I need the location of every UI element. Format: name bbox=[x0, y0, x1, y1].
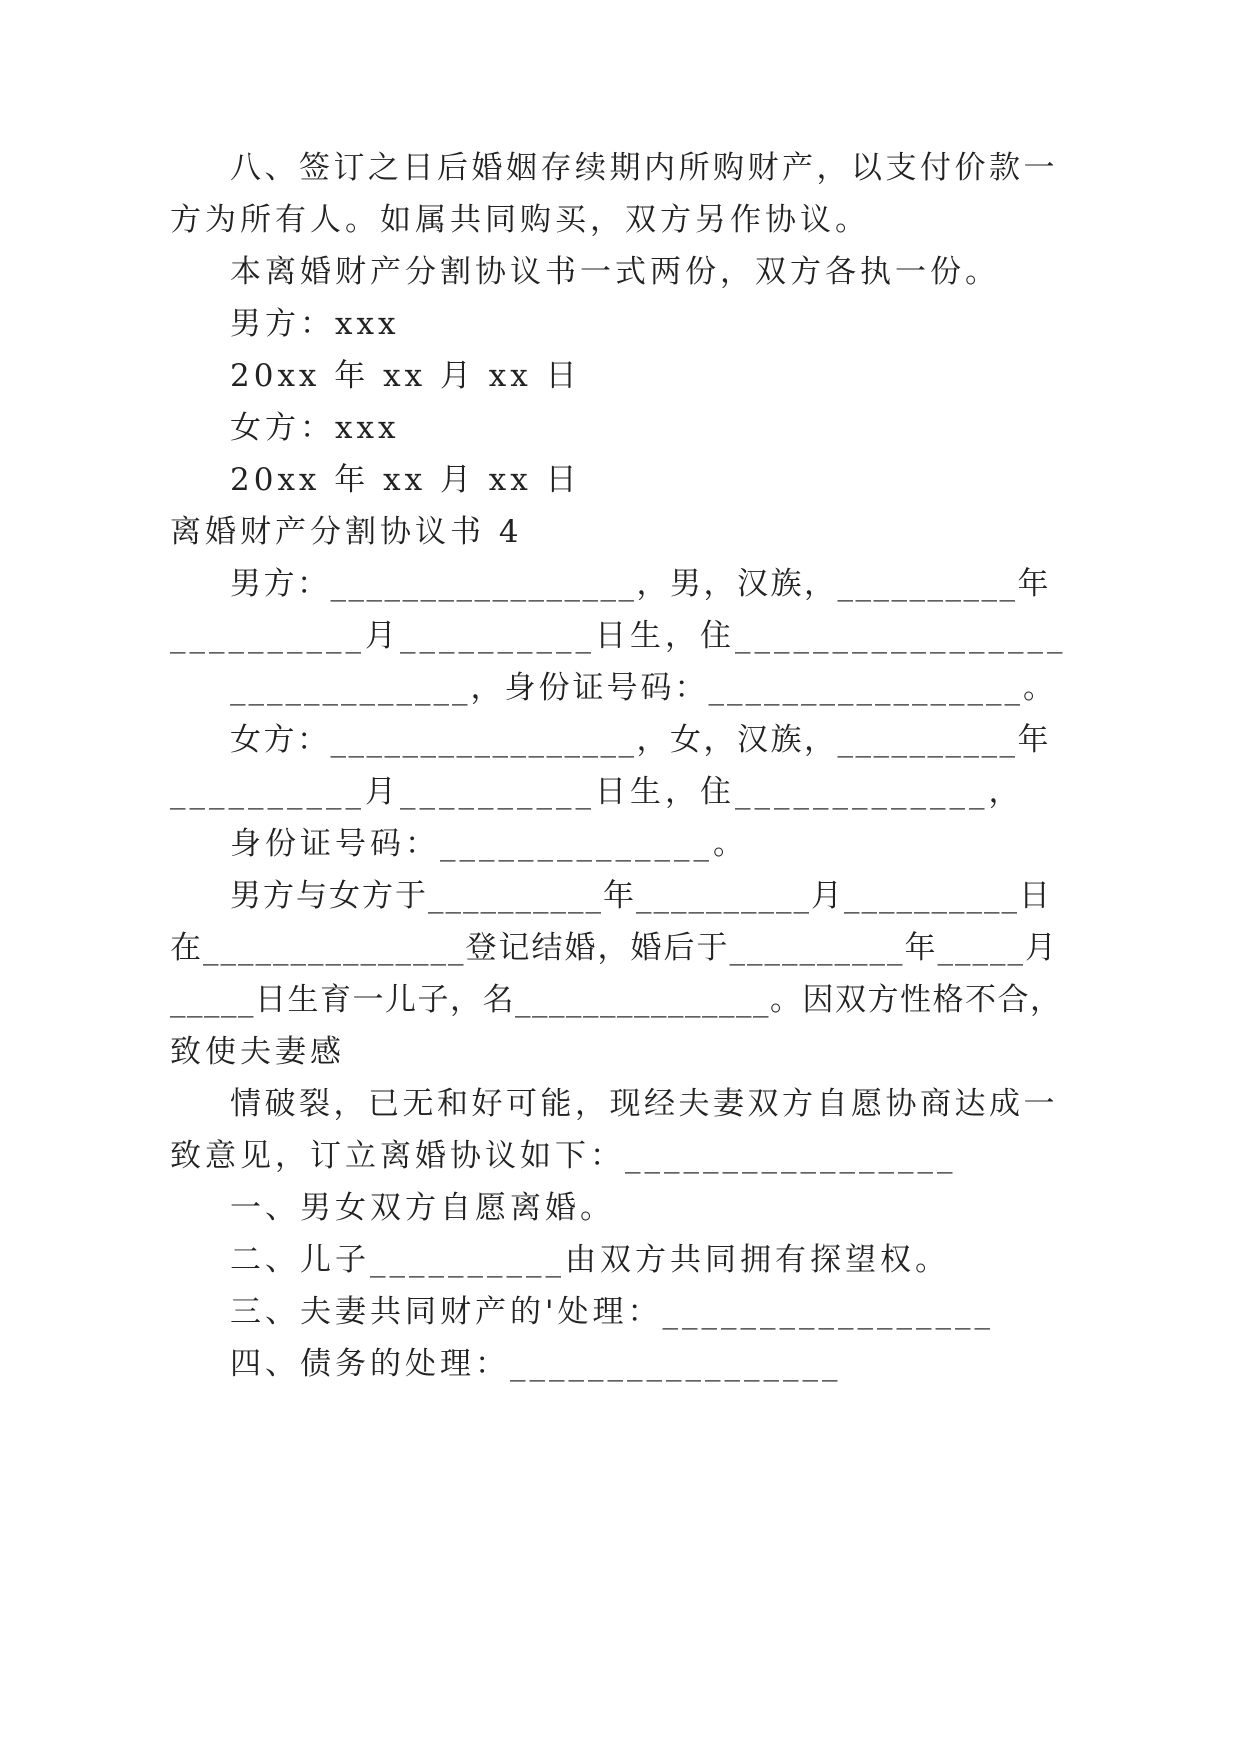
text-line: 致意见，订立离婚协议如下：_________________ bbox=[170, 1138, 957, 1174]
section-heading: 离婚财产分割协议书 4 bbox=[170, 514, 523, 550]
text-line: 三、夫妻共同财产的'处理：_________________ bbox=[230, 1294, 995, 1330]
text-line: 男方：xxx bbox=[230, 306, 400, 342]
text-line: 四、债务的处理：_________________ bbox=[230, 1346, 842, 1382]
text-line: 八、签订之日后婚姻存续期内所购财产，以支付价款一 bbox=[230, 150, 1058, 186]
text-line: 男方：_________________，男，汉族，__________年 bbox=[230, 566, 1051, 602]
text-line: _____________，身份证号码：_________________。 bbox=[230, 670, 1057, 706]
text-line: 20xx 年 xx 月 xx 日 bbox=[230, 358, 581, 394]
text-line: 女方：xxx bbox=[230, 410, 400, 446]
text-line: 女方：_________________，女，汉族，__________年 bbox=[230, 722, 1051, 758]
text-line: 情破裂，已无和好可能，现经夫妻双方自愿协商达成一 bbox=[230, 1086, 1058, 1122]
text-line: 二、儿子__________由双方共同拥有探望权。 bbox=[230, 1242, 950, 1278]
text-line: _____日生育一儿子，名_______________。因双方性格不合， bbox=[170, 982, 1063, 1018]
text-line: 本离婚财产分割协议书一式两份，双方各执一份。 bbox=[230, 254, 1000, 290]
text-line: __________月__________日生，住_____________， bbox=[170, 774, 1024, 810]
text-line: 方为所有人。如属共同购买，双方另作协议。 bbox=[170, 202, 870, 238]
text-line: 致使夫妻感 bbox=[170, 1034, 345, 1070]
text-line: 在_______________登记结婚，婚后于__________年_____月 bbox=[170, 930, 1058, 966]
text-line: 一、男女双方自愿离婚。 bbox=[230, 1190, 615, 1226]
text-line: 男方与女方于__________年__________月__________日 bbox=[230, 878, 1052, 914]
text-line: 身份证号码：______________。 bbox=[230, 826, 748, 862]
text-line: __________月__________日生，住_________________ bbox=[170, 618, 1067, 654]
text-line: 20xx 年 xx 月 xx 日 bbox=[230, 462, 581, 498]
